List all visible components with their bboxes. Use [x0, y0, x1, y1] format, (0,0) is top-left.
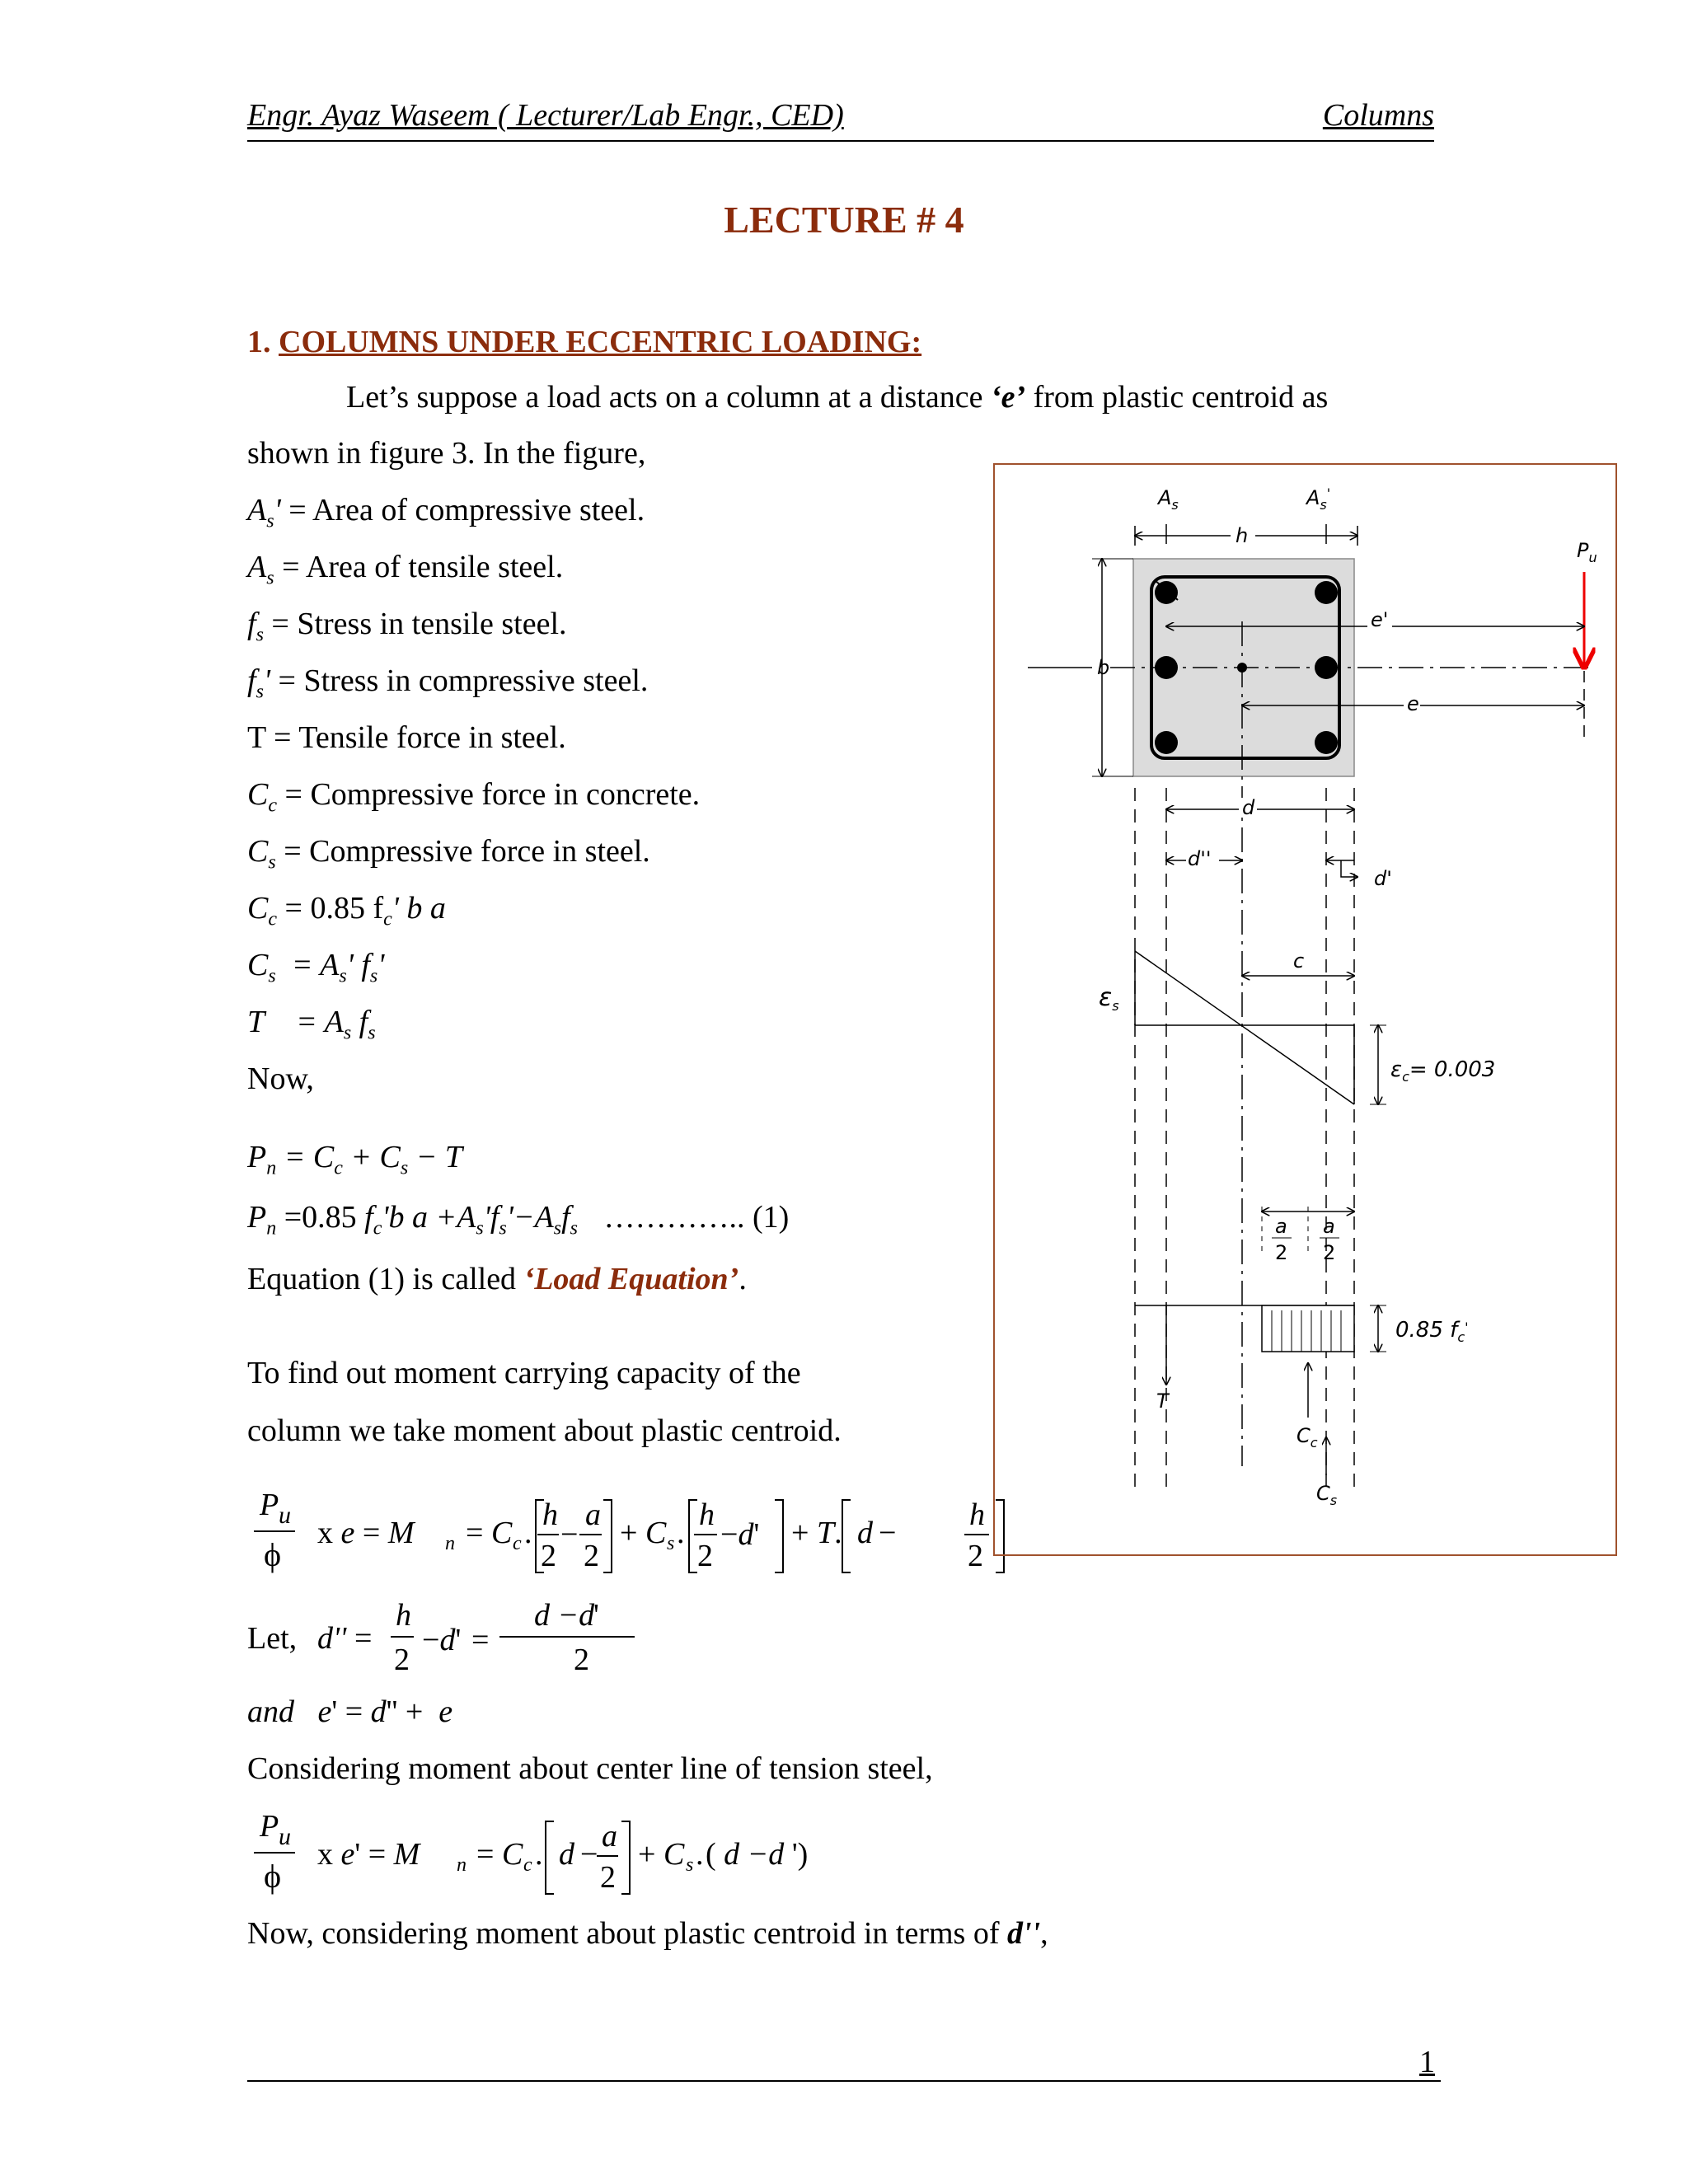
svg-text:P: P	[260, 1809, 279, 1844]
label-b: b	[1097, 656, 1110, 679]
svg-text:.: .	[677, 1516, 685, 1550]
svg-text:2: 2	[574, 1643, 589, 1677]
f-pn2: =0.85	[284, 1200, 357, 1235]
svg-text:−: −	[560, 1517, 579, 1552]
svg-text:d: d	[559, 1837, 574, 1872]
label-e-prime: e'	[1371, 608, 1389, 631]
def-text: = Area of tensile steel.	[274, 550, 564, 584]
svg-text:2: 2	[584, 1539, 599, 1573]
intro-e-symbol: ‘e’	[990, 380, 1026, 415]
le-post: .	[738, 1262, 747, 1296]
section-title: COLUMNS UNDER ECCENTRIC LOADING:	[279, 325, 922, 359]
svg-text:−d': −d'	[720, 1517, 760, 1552]
formula-cc: $C_c = 0.85$ $f_c'$ b a	[247, 891, 446, 930]
and-label: and	[247, 1694, 294, 1729]
svg-text:= C: = C	[466, 1516, 513, 1550]
definition-steel-force: $C_s$ = Compressive force in steel.	[247, 834, 650, 874]
definition-concrete-force: $C_c$ = Compressive force in concrete.	[247, 777, 701, 817]
label-d-prime: d'	[1374, 867, 1392, 890]
svg-text:−: −	[879, 1516, 897, 1550]
svg-text:2: 2	[541, 1539, 556, 1573]
formula-cs: $C_s = A_s'$ $f_s'$	[247, 948, 385, 987]
svg-text:2: 2	[697, 1539, 713, 1573]
now-label: Now,	[247, 1062, 314, 1096]
svg-text:n: n	[457, 1854, 467, 1876]
svg-text:ϕ: ϕ	[264, 1858, 282, 1895]
svg-text:−d': −d'	[422, 1623, 462, 1657]
moment-text-1: To find out moment carrying capacity of the	[247, 1356, 801, 1390]
c2-pre: Now, considering moment about plastic centroid in terms of	[247, 1916, 1008, 1951]
label-t: T	[1156, 1390, 1169, 1413]
svg-text:−: −	[580, 1837, 598, 1872]
definition-tensile-force: T = Tensile force in steel.	[247, 720, 566, 755]
svg-text:x e' = M: x e' = M	[317, 1837, 420, 1872]
let-label: Let,	[247, 1621, 298, 1656]
svg-text:2: 2	[600, 1860, 616, 1895]
label-two-1: 2	[1275, 1241, 1288, 1264]
label-d: d	[1242, 796, 1255, 819]
svg-text:d'': d''	[317, 1621, 347, 1656]
page-header	[247, 97, 1434, 142]
svg-text:h: h	[969, 1497, 985, 1532]
label-eps-s: $\varepsilon_s$	[1099, 983, 1119, 1014]
d-double-prime-equation	[247, 1591, 676, 1681]
figure-3-box	[993, 463, 1617, 1556]
label-e: e	[1407, 692, 1419, 715]
svg-text:a: a	[585, 1497, 601, 1532]
moment-equation-1	[247, 1483, 1014, 1582]
label-eps-c: $\varepsilon_c= 0.003$	[1390, 1057, 1496, 1085]
svg-text:( d −d '): ( d −d ')	[706, 1837, 809, 1872]
svg-text:h: h	[699, 1497, 715, 1532]
definition-compressive-area: $A_s'$ = Area of compressive steel.	[247, 493, 645, 532]
intro-text-tail: from plastic centroid as	[1025, 380, 1329, 415]
svg-text:+ C: + C	[638, 1837, 685, 1872]
svg-text:d: d	[857, 1516, 873, 1550]
f-cc: = 0.85 f	[284, 891, 384, 926]
section-number: 1.	[247, 325, 271, 359]
svg-text:u: u	[279, 1502, 291, 1529]
svg-text:ϕ: ϕ	[264, 1536, 282, 1573]
svg-text:.: .	[524, 1516, 532, 1550]
svg-text:d −d: d −d	[534, 1598, 595, 1633]
consider-text-2	[247, 1915, 1048, 1952]
label-a1: a	[1275, 1215, 1287, 1238]
header-author: Engr. Ayaz Waseem ( Lecturer/Lab Engr., CED)	[247, 98, 844, 133]
label-a2: a	[1323, 1215, 1335, 1238]
svg-text:c: c	[523, 1854, 532, 1876]
svg-text:+ T.: + T.	[791, 1516, 842, 1550]
svg-text:h: h	[396, 1598, 411, 1633]
definition-compressive-stress: $f_s'$ = Stress in compressive steel.	[247, 663, 649, 703]
svg-text:h: h	[542, 1497, 558, 1532]
load-equation-note	[247, 1261, 747, 1297]
svg-text:n: n	[445, 1533, 455, 1554]
label-stress: 0.85 $f_c'$	[1395, 1318, 1469, 1345]
def-text: = Stress in tensile steel.	[263, 607, 567, 641]
label-pu: $P_u$	[1577, 539, 1597, 565]
def-text: = Compressive force in steel.	[275, 834, 650, 869]
label-as-prime: $A_s'$	[1306, 485, 1331, 513]
formula-pn-2: $P_n =0.85$ $f_c'b$ $a +A_s'f_s'-A_sf_s$ ………….. (1)	[247, 1200, 790, 1240]
label-cc: $C_c$	[1296, 1424, 1318, 1451]
def-text: = Stress in compressive steel.	[270, 663, 649, 698]
def-text: = Area of compressive steel.	[280, 493, 645, 527]
definition-tensile-stress: $f_s$ = Stress in tensile steel.	[247, 607, 567, 646]
label-two-2: 2	[1323, 1241, 1336, 1264]
svg-text:u: u	[279, 1823, 291, 1850]
intro-text: Let’s suppose a load acts on a column at a distance	[346, 380, 991, 415]
svg-text:c: c	[513, 1533, 522, 1554]
label-h: h	[1236, 524, 1249, 547]
def-text: = Compressive force in concrete.	[277, 777, 701, 812]
consider-text-1: Considering moment about center line of tension steel,	[247, 1751, 933, 1786]
moment-text-2: column we take moment about plastic centroid.	[247, 1413, 842, 1448]
svg-text:P: P	[260, 1488, 279, 1522]
svg-text:s: s	[667, 1533, 675, 1554]
label-cs: $C_s$	[1316, 1482, 1338, 1508]
svg-text:=: =	[354, 1621, 373, 1656]
svg-text:2: 2	[394, 1643, 410, 1677]
svg-text:= C: = C	[476, 1837, 523, 1872]
column-section-diagram	[995, 465, 1615, 1554]
c2-post: ,	[1040, 1916, 1048, 1951]
def-text: = Tensile force in steel.	[265, 720, 566, 755]
formula-pn-1: $P_n = C_c + C_s - T$	[247, 1140, 462, 1179]
intro-line-2: shown in figure 3. In the figure,	[247, 436, 646, 471]
label-as: $A_s$	[1158, 486, 1179, 513]
f-cs: = A	[291, 948, 340, 982]
intro-line-1	[346, 379, 1328, 415]
lecture-title: LECTURE # 4	[724, 199, 964, 241]
moment-equation-2	[247, 1805, 874, 1904]
e-prime-definition: and e' = d'' + e	[247, 1694, 453, 1729]
svg-text:x e = M: x e = M	[317, 1516, 415, 1550]
formula-t: T = $A_s$ $f_s$	[247, 1005, 376, 1044]
svg-text:2: 2	[968, 1539, 983, 1573]
section-heading	[247, 324, 921, 360]
f-cc-tail: ' b a	[392, 891, 446, 926]
svg-text:.: .	[696, 1837, 704, 1872]
svg-text:+ C: + C	[620, 1516, 667, 1550]
footer-rule	[247, 2080, 1441, 2082]
c2-d: d''	[1007, 1916, 1041, 1951]
f-t: = A	[296, 1005, 344, 1039]
svg-text:.: .	[535, 1837, 543, 1872]
svg-text:a: a	[602, 1819, 617, 1854]
load-equation-name: ‘Load Equation’	[523, 1262, 739, 1296]
definition-tensile-area: $A_s$ = Area of tensile steel.	[247, 550, 564, 589]
svg-text:s: s	[686, 1854, 694, 1876]
page-number: 1	[1419, 2045, 1435, 2079]
equation-number: ………….. (1)	[603, 1200, 790, 1235]
label-d-double-prime: d''	[1188, 847, 1212, 870]
f-cs-tail: ' f	[346, 948, 370, 982]
f-pn1: = C	[284, 1140, 335, 1174]
header-topic: Columns	[1322, 98, 1434, 133]
label-c: c	[1293, 949, 1305, 972]
svg-text:=: =	[471, 1623, 490, 1657]
le-pre: Equation (1) is called	[247, 1262, 524, 1296]
svg-text:': '	[593, 1598, 599, 1633]
